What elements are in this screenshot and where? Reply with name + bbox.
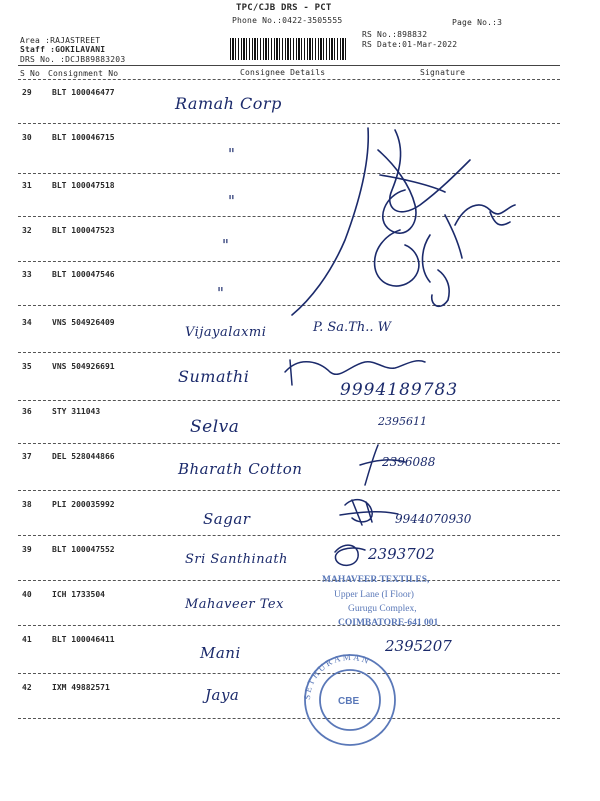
row-consignment: BLT 100047552	[52, 545, 115, 554]
row-sno: 38	[22, 500, 32, 509]
consignee-handwritten: Sri Santhinath	[185, 552, 288, 567]
consignee-handwritten: Mani	[200, 644, 241, 662]
col-consignee: Consignee Details	[240, 68, 326, 77]
consignee-handwritten: Sagar	[203, 510, 251, 528]
row-consignment: STY 311043	[52, 407, 101, 416]
row-consignment: BLT 100046411	[52, 635, 115, 644]
page-number: Page No.:3	[452, 18, 503, 27]
col-consignment: Consignment No	[48, 69, 119, 78]
seal-outer-text: SETHURAMAN	[301, 651, 373, 701]
consignee-ditto: "	[228, 192, 236, 210]
row-sno: 37	[22, 452, 32, 461]
consignee-ditto: "	[228, 145, 236, 163]
stamp-line4: COIMBATORE-641 001	[338, 618, 439, 628]
col-signature: Signature	[420, 68, 466, 77]
row-consignment: BLT 100046715	[52, 133, 115, 142]
row-sno: 36	[22, 407, 32, 416]
stamp-line3: Gurugu Complex,	[348, 604, 417, 614]
row-sno: 33	[22, 270, 32, 279]
area-label: Area :RAJASTREET	[20, 36, 101, 45]
phone-row35: 9994189783	[340, 380, 459, 400]
row-consignment: IXM 49882571	[52, 683, 110, 692]
consignee-handwritten: Ramah Corp	[175, 94, 282, 113]
stamp-line1: MAHAVEER TEXTILES,	[322, 575, 430, 585]
row-consignment: ICH 1733504	[52, 590, 105, 599]
consignee-handwritten: Vijayalaxmi	[185, 325, 267, 340]
phone-number: Phone No.:0422-3505555	[232, 16, 343, 25]
row-consignment: BLT 100047523	[52, 226, 115, 235]
row-consignment: BLT 100047546	[52, 270, 115, 279]
row-sno: 42	[22, 683, 32, 692]
svg-text:SETHURAMAN	[302, 652, 372, 700]
staff-label: Staff :GOKILAVANI	[20, 45, 106, 54]
row-consignment: BLT 100047518	[52, 181, 115, 190]
consignee-ditto: "	[222, 236, 230, 254]
seal-inner-text: CBE	[338, 696, 360, 707]
signature-row36: 2395611	[378, 415, 427, 428]
row-sno: 34	[22, 318, 32, 327]
consignee-ditto: "	[217, 284, 225, 302]
consignee-handwritten: Bharath Cotton	[178, 460, 303, 478]
col-sno: S No	[20, 69, 41, 78]
row-sno: 32	[22, 226, 32, 235]
report-title: TPC/CJB DRS - PCT	[236, 3, 332, 13]
row-consignment: BLT 100046477	[52, 88, 115, 97]
row-sno: 35	[22, 362, 32, 371]
signature-row34: P. Sa.Th.. W	[313, 320, 391, 335]
row-sno: 30	[22, 133, 32, 142]
row-consignment: PLI 200035992	[52, 500, 115, 509]
signature-row39: 2393702	[368, 545, 435, 563]
row-sno: 41	[22, 635, 32, 644]
consignee-handwritten: Sumathi	[178, 367, 250, 386]
consignee-handwritten: Selva	[190, 417, 240, 437]
drs-number: DRS No. :DCJB89883203	[20, 55, 126, 64]
signature-row37: 2396088	[382, 455, 436, 469]
signature-row38: 9944070930	[395, 512, 472, 526]
row-consignment: VNS 504926691	[52, 362, 115, 371]
row-sno: 29	[22, 88, 32, 97]
row-sno: 40	[22, 590, 32, 599]
row-sno: 31	[22, 181, 32, 190]
stamp-line2: Upper Lane (I Floor)	[334, 590, 414, 600]
rs-date: RS Date:01-Mar-2022	[362, 40, 458, 49]
row-consignment: DEL 528044866	[52, 452, 115, 461]
consignee-handwritten: Mahaveer Tex	[185, 597, 284, 612]
rs-number: RS No.:898832	[362, 30, 428, 39]
signature-row41: 2395207	[385, 637, 452, 655]
row-sno: 39	[22, 545, 32, 554]
consignee-handwritten: Jaya	[205, 686, 240, 704]
row-consignment: VNS 504926409	[52, 318, 115, 327]
